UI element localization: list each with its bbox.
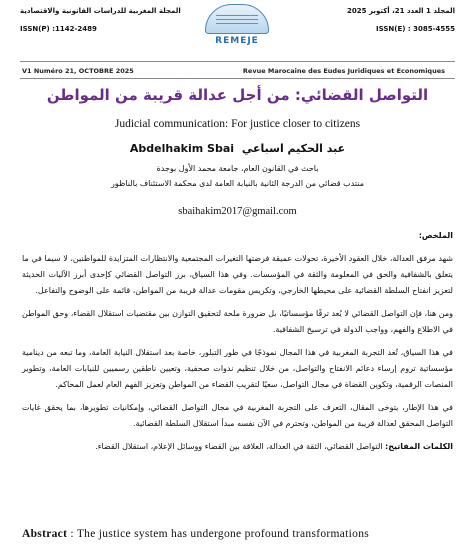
issn-electronic: ISSN(E) : 3085-4555 xyxy=(376,25,455,33)
abstract-paragraph-3: في هذا السياق، تُعد التجربة المغربية في هذا المجال نموذجًا في طور التبلور، خاصة بعد استقلال النيابة العامة، وما تبعه من دينامية مؤسساتية تروم إرساء دعائم الانفتاح والتواصل، من خلال تنظيم ندوات صحفية، وتعيين ناطقين رسميين للنيابات العامة، وتطوير المنصات الرقمية، وتكوين القضاة في مجال التواصل، سعيًا لتقريب القضاء من المواطن وتعزيز الفهم العام لعمل المحاكم. xyxy=(22,348,453,389)
abstract-paragraph-4: في هذا الإطار، يتوخى المقال، التعرف على التجربة المغربية في مجال التواصل القضائي، وإمكانيات تطويرها، بما يحقق غايات التواصل المحقق لعدالة قريبة من المواطن، وتحترم في الآن نفسه مبدأ استقلال السلطة القضائية. xyxy=(22,403,453,428)
abstract-label-ar: الملخص: xyxy=(418,231,453,240)
keywords-line xyxy=(22,439,453,455)
article-title-en: Judicial communication: For justice closer to citizens xyxy=(114,118,361,130)
abstract-text-en: : The justice system has undergone profound transformations xyxy=(70,528,370,540)
keywords-text: التواصل القضائي، الثقة في العدالة، العلاقة بين القضاء ووسائل الإعلام، استقلال القضاء. xyxy=(95,442,383,451)
journal-name-ar: المجلة المغربية للدراسات القانونية والاقتصادية xyxy=(20,7,181,15)
abstract-label-en: Abstract xyxy=(22,528,68,540)
header-right xyxy=(285,6,455,42)
header-divider-bottom xyxy=(20,78,455,79)
issn-print: ISSN(P) :1142-2489 xyxy=(20,25,97,33)
abstract-paragraph-1: شهد مرفق العدالة، خلال العقود الأخيرة، تحولات عميقة فرضتها التغيرات المجتمعية والانتظارات المتزايدة للمواطنين، لا سيما في ما يتعلق بالشفافية والحق في المعلومة والثقة في المؤسسات. وفي هذا السياق، برز التواصل القضائي كإحدى أبرز الآليات الحديثة لتعزيز انفتاح السلطة القضائية على محيطها الخارجي، وتكريس مقومات عدالة قريبة من المواطن، قائمة على الوضوح والتفاعل. xyxy=(22,254,453,295)
logo-text: REMEJE xyxy=(215,36,259,46)
volume-issue-fr: V1 Numéro 21, OCTOBRE 2025 xyxy=(22,67,134,75)
author-name-ar: عبد الحكيم اسباعي xyxy=(241,142,346,155)
author-email[interactable]: sbaihakim2017@gmail.com xyxy=(178,206,297,217)
author-line xyxy=(20,142,455,155)
author-affiliation-2: منتدب قضائي من الدرجة الثانية بالنيابة العامة لدى محكمة الاستئناف بالناظور xyxy=(110,179,364,188)
book-icon xyxy=(205,4,269,34)
journal-logo xyxy=(205,4,269,56)
journal-name-fr: Revue Marocaine des Eudes Juridiques et Economiques xyxy=(242,67,445,75)
abstract-english xyxy=(22,528,453,540)
volume-issue-ar: المجلد 1 العدد 21، أكتوبر 2025 xyxy=(347,7,455,15)
keywords-label: الكلمات المفاتيح: xyxy=(385,442,453,451)
article-title-ar: التواصل القضائي: من أجل عدالة قريبة من المواطن xyxy=(46,86,429,104)
author-name-en: Abdelhakim Sbai xyxy=(129,142,235,155)
header-left xyxy=(20,6,190,42)
abstract-paragraph-2: ومن هنا، فإن التواصل القضائي لا يُعد ترفًا مؤسساتيًا، بل ضرورة ملحة لتحقيق التوازن بين مقتضيات استقلال القضاء، وحق المواطن في الاطلاع والفهم، وواجب الدولة في ترسيخ الشفافية. xyxy=(22,309,453,334)
header-divider-top xyxy=(20,61,455,62)
abstract-arabic xyxy=(22,228,453,462)
author-affiliation-1: باحث في القانون العام، جامعة محمد الأول بوجدة xyxy=(156,164,319,173)
